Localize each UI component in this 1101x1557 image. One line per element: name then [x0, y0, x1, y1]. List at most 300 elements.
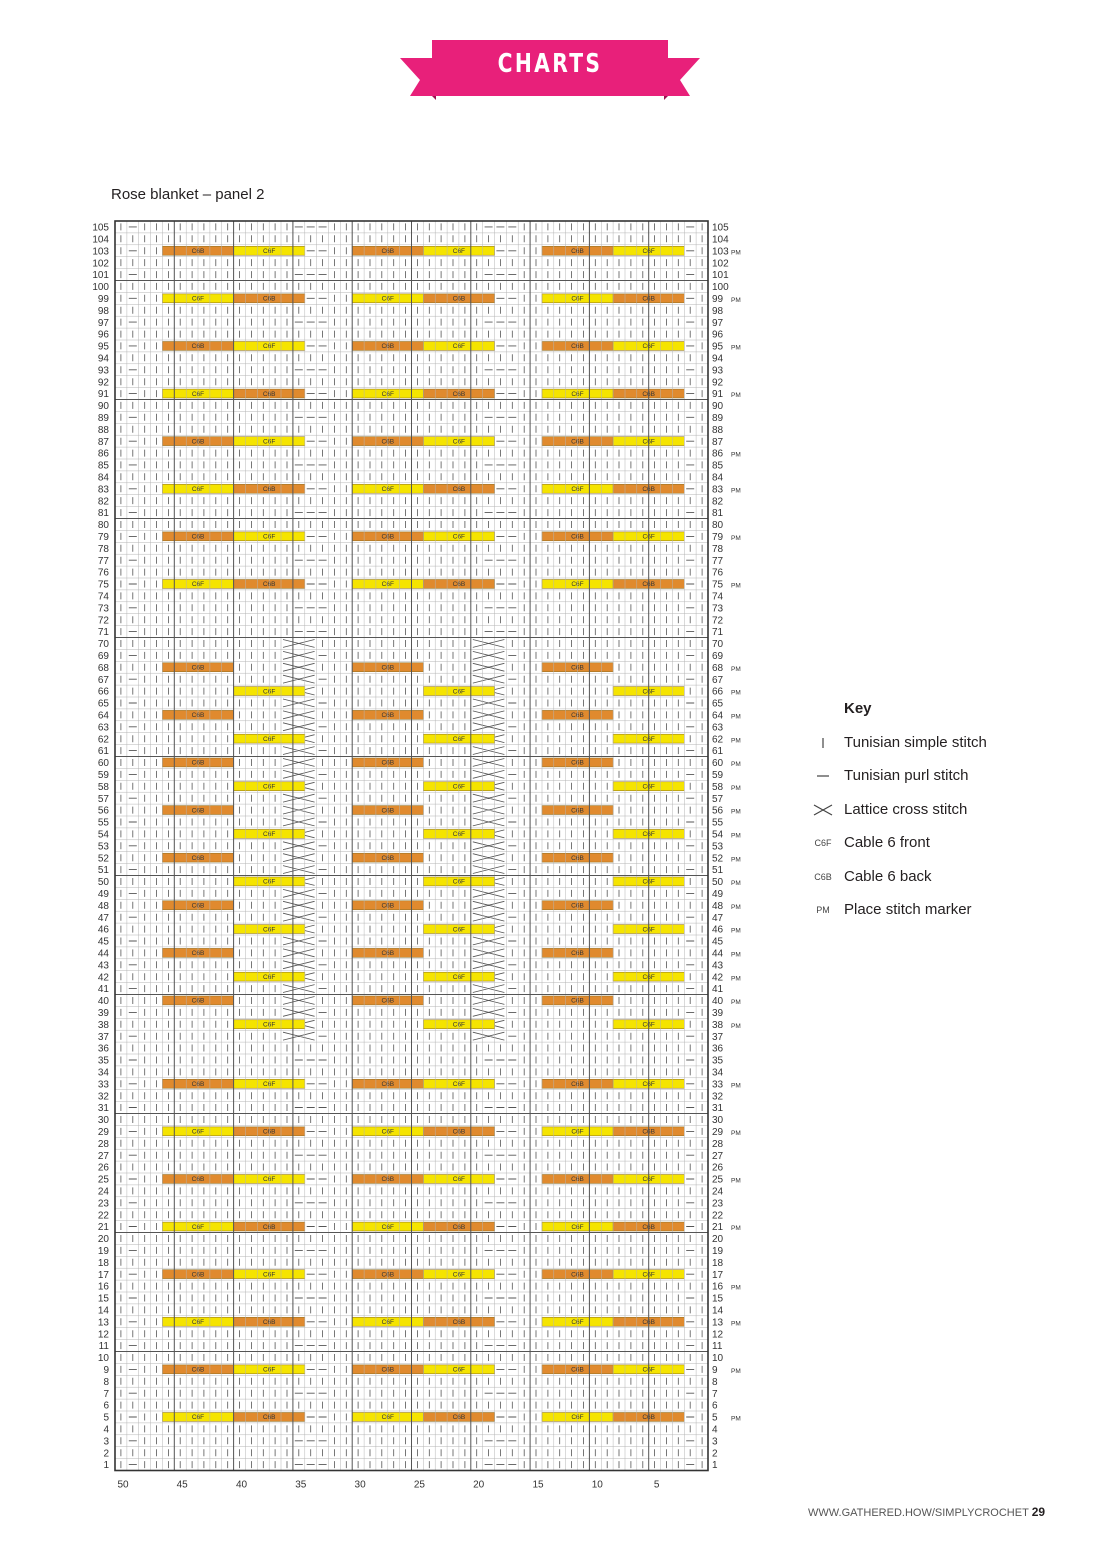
row-number-right: 95: [712, 341, 724, 353]
x-tick-label: 20: [473, 1479, 485, 1491]
cable-c6f-label: C6F: [642, 438, 655, 446]
row-number-right: 40: [712, 996, 724, 1008]
cable-c6b-label: C6B: [381, 902, 395, 910]
row-number-left: 35: [97, 1055, 109, 1067]
row-number-right: 74: [712, 591, 724, 603]
row-number-left: 33: [97, 1079, 109, 1091]
row-number-right: 79: [712, 532, 724, 543]
row-number-right: 75: [712, 579, 724, 591]
row-number-right: 45: [712, 936, 724, 948]
cable-c6f-label: C6F: [263, 248, 276, 255]
simple-stitch-icon: [812, 736, 834, 750]
row-number-right: 72: [712, 615, 724, 627]
cable-c6f-label: C6F: [191, 295, 205, 303]
cable-c6f-label: C6F: [452, 878, 466, 886]
x-tick-label: 10: [591, 1479, 603, 1491]
cable-c6f-label: C6F: [263, 926, 276, 934]
cable-c6b-label: C6B: [571, 533, 584, 541]
row-number-right: 21: [712, 1222, 724, 1234]
row-number-right: 81: [712, 508, 724, 520]
key-item: [806, 866, 1046, 888]
cable-c6f-label: C6F: [571, 1223, 584, 1231]
cable-c6b-label: C6B: [262, 581, 276, 589]
cable-c6f-label: C6F: [263, 343, 276, 351]
cable-c6b-label: C6B: [452, 1414, 466, 1422]
cable-c6b-label: C6B: [191, 664, 205, 672]
lattice-stitch-icon: [812, 803, 834, 817]
row-number-left: 92: [97, 377, 109, 389]
cable-c6b-label: C6B: [571, 343, 584, 351]
cable-c6b-label: C6B: [642, 1223, 656, 1231]
row-number-right: 43: [712, 960, 724, 972]
cable-c6f-label: C6F: [642, 533, 655, 541]
cable-c6f-label: C6F: [642, 1021, 655, 1029]
row-number-right: 70: [712, 639, 724, 651]
row-number-left: 50: [97, 877, 109, 889]
row-number-right: 104: [712, 234, 729, 246]
row-number-right: 24: [712, 1186, 724, 1198]
cable-c6f-label: C6F: [263, 1176, 276, 1184]
row-number-left: 11: [98, 1341, 109, 1353]
row-number-left: 71: [97, 627, 109, 639]
row-number-right: 18: [712, 1257, 724, 1269]
x-tick-label: 45: [176, 1479, 188, 1491]
cable-c6f-label: C6F: [452, 1176, 466, 1184]
row-number-right: 9: [712, 1365, 718, 1376]
cable-c6f-label: C6F: [191, 1414, 205, 1422]
key-item: [806, 832, 1046, 854]
row-number-right: 4: [712, 1424, 718, 1436]
cable-c6f-label: C6F: [263, 438, 276, 446]
pm-marker: PM: [731, 344, 741, 352]
row-number-right: 100: [712, 282, 729, 294]
row-number-right: 46: [712, 924, 724, 936]
row-number-left: 1: [103, 1460, 109, 1472]
row-number-left: 78: [97, 543, 109, 555]
row-number-right: 20: [712, 1234, 724, 1245]
row-number-right: 73: [712, 603, 724, 615]
cable-c6b-label: C6B: [642, 295, 656, 303]
cable-c6b-label: C6B: [191, 1176, 205, 1184]
pm-marker: PM: [731, 927, 741, 935]
row-number-left: 80: [97, 520, 109, 532]
cable-c6b-label: C6B: [191, 343, 205, 351]
pm-marker: PM: [731, 689, 741, 697]
row-number-left: 93: [97, 365, 109, 377]
row-number-left: 98: [97, 305, 109, 317]
cable-c6f-label: C6F: [452, 343, 466, 351]
row-number-left: 21: [97, 1222, 109, 1234]
pm-marker: PM: [731, 761, 741, 769]
row-number-left: 59: [97, 770, 109, 781]
row-number-right: 84: [712, 472, 724, 484]
row-number-left: 74: [97, 591, 109, 603]
cable-c6b-label: C6B: [191, 1081, 205, 1088]
row-number-left: 84: [97, 472, 109, 484]
pm-marker: PM: [731, 784, 741, 792]
row-number-left: 47: [97, 912, 109, 924]
row-number-left: 10: [97, 1353, 109, 1364]
row-number-left: 38: [97, 1019, 109, 1031]
row-number-right: 64: [712, 710, 724, 722]
row-number-right: 61: [712, 746, 724, 758]
row-number-left: 3: [103, 1436, 109, 1448]
row-number-left: 48: [97, 900, 109, 912]
row-number-left: 36: [97, 1043, 109, 1055]
cable-c6f-label: C6F: [642, 973, 655, 981]
row-number-right: 35: [712, 1055, 724, 1067]
row-number-right: 16: [712, 1281, 724, 1293]
row-number-left: 7: [103, 1388, 109, 1400]
x-tick-label: 25: [413, 1479, 425, 1491]
cable-c6f-label: C6F: [263, 735, 276, 743]
row-number-right: 8: [712, 1376, 718, 1388]
row-number-right: 87: [712, 436, 724, 448]
cable-c6b-label: C6B: [191, 712, 205, 720]
cable-c6b-label: C6B: [381, 664, 395, 672]
cable-c6f-label: C6F: [571, 1128, 584, 1136]
row-number-left: 56: [97, 805, 109, 817]
pm-marker: PM: [731, 1320, 741, 1328]
key-item: [806, 765, 1046, 787]
cable-c6b-label: C6B: [452, 1223, 466, 1231]
cable-c6f-label: C6F: [452, 1366, 466, 1374]
cable-c6b-label: C6B: [262, 1414, 276, 1422]
row-number-left: 31: [97, 1103, 109, 1115]
row-number-left: 53: [97, 841, 109, 853]
cable-c6b-label: C6B: [262, 1128, 276, 1136]
cable-c6b-label: C6B: [191, 438, 205, 446]
cable-c6f-label: C6F: [642, 878, 655, 886]
row-number-right: 52: [712, 853, 724, 865]
cable-c6f-label: C6F: [642, 688, 655, 696]
cable-c6b-label: C6B: [571, 438, 584, 446]
key-symbol-lattice: [806, 799, 840, 821]
row-number-left: 62: [97, 734, 109, 746]
cable-c6f-label: C6F: [452, 831, 466, 839]
cable-c6f-label: C6F: [263, 878, 276, 886]
row-number-right: 34: [712, 1067, 724, 1079]
cable-c6b-label: C6B: [642, 1414, 656, 1422]
row-number-left: 79: [97, 532, 109, 543]
row-number-right: 59: [712, 770, 724, 781]
cable-c6b-label: C6B: [642, 486, 656, 493]
row-number-right: 62: [712, 734, 724, 746]
cable-c6b-label: C6B: [452, 1319, 466, 1326]
cable-c6b-label: C6B: [381, 1366, 395, 1374]
cable-c6f-label: C6F: [191, 1128, 205, 1136]
row-number-left: 44: [97, 948, 109, 960]
cable-c6f-label: C6F: [452, 735, 466, 743]
row-number-right: 37: [712, 1031, 724, 1043]
cable-c6b-label: C6B: [571, 807, 584, 815]
x-tick-label: 35: [295, 1479, 307, 1491]
cable-c6b-label: C6B: [191, 759, 205, 767]
row-number-right: 83: [712, 484, 724, 496]
cable-c6f-label: C6F: [263, 533, 276, 541]
row-number-left: 28: [97, 1138, 109, 1150]
row-number-right: 102: [712, 258, 729, 270]
cable-c6b-label: C6B: [452, 390, 466, 398]
row-number-right: 14: [712, 1305, 724, 1317]
row-number-left: 95: [97, 341, 109, 353]
row-number-left: 70: [97, 639, 109, 651]
row-number-right: 51: [712, 865, 724, 877]
row-number-right: 58: [712, 781, 724, 793]
row-number-left: 42: [97, 972, 109, 984]
cable-c6b-label: C6B: [571, 950, 584, 958]
cable-c6b-label: C6B: [381, 248, 395, 255]
row-number-left: 73: [97, 603, 109, 615]
cable-c6b-label: C6B: [452, 295, 466, 303]
row-number-left: 43: [97, 960, 109, 972]
cable-c6f-label: C6F: [642, 1366, 655, 1374]
row-number-right: 93: [712, 365, 724, 377]
row-number-right: 6: [712, 1400, 718, 1412]
row-number-left: 30: [97, 1115, 109, 1126]
row-number-right: 89: [712, 412, 724, 424]
cable-c6f-label: C6F: [381, 1319, 394, 1326]
pm-marker: PM: [731, 487, 741, 495]
row-number-right: 26: [712, 1162, 724, 1174]
row-number-right: 32: [712, 1091, 724, 1103]
cable-c6b-label: C6B: [571, 854, 584, 862]
row-number-right: 78: [712, 543, 724, 555]
cable-c6b-label: C6B: [381, 807, 395, 815]
row-number-right: 3: [712, 1436, 718, 1448]
banner-title: CHARTS: [497, 49, 603, 79]
cable-c6b-label: C6B: [381, 854, 395, 862]
cable-c6f-label: C6F: [571, 581, 584, 589]
row-number-left: 104: [92, 234, 109, 246]
row-number-left: 41: [97, 984, 109, 996]
row-number-right: 77: [712, 555, 724, 567]
row-number-right: 49: [712, 889, 724, 900]
row-number-right: 91: [712, 389, 724, 401]
row-number-left: 81: [97, 508, 109, 520]
row-number-left: 96: [97, 329, 109, 341]
cable-c6f-label: C6F: [571, 295, 584, 303]
row-number-right: 85: [712, 460, 724, 472]
row-number-left: 87: [97, 436, 109, 448]
cable-c6f-label: C6F: [191, 390, 205, 398]
cable-c6f-label: C6F: [263, 1021, 276, 1029]
cable-c6f-label: C6F: [381, 390, 394, 398]
cable-c6f-label: C6F: [642, 1271, 655, 1279]
cable-c6f-label: C6F: [452, 438, 466, 446]
key-symbol-purl: [806, 765, 840, 787]
pm-marker: PM: [731, 903, 741, 911]
cable-c6b-label: C6B: [191, 902, 205, 910]
cable-c6b-label: C6B: [262, 1223, 276, 1231]
chart-title: Rose blanket – panel 2: [111, 186, 265, 203]
cable-c6b-label: C6B: [571, 1271, 584, 1279]
pm-marker: PM: [731, 451, 741, 459]
row-number-left: 4: [103, 1424, 109, 1436]
row-number-right: 33: [712, 1079, 724, 1091]
x-tick-label: 15: [532, 1479, 544, 1491]
pm-marker: PM: [731, 832, 741, 840]
cable-c6f-label: C6F: [191, 581, 205, 589]
row-number-right: 71: [712, 627, 724, 639]
cable-c6b-label: C6B: [381, 1176, 395, 1184]
cable-c6f-label: C6F: [452, 973, 466, 981]
cable-c6b-label: C6B: [381, 343, 395, 351]
cable-c6b-label: C6B: [191, 1366, 205, 1374]
row-number-left: 23: [97, 1198, 109, 1210]
row-number-left: 9: [103, 1365, 109, 1376]
key-label: Cable 6 back: [844, 867, 932, 885]
row-number-right: 54: [712, 829, 724, 841]
row-number-left: 26: [97, 1162, 109, 1174]
cable-c6f-label: C6F: [263, 783, 276, 791]
key-item: [806, 899, 1046, 921]
row-number-right: 97: [712, 317, 724, 329]
pm-marker: PM: [731, 880, 741, 888]
cable-c6f-label: C6F: [452, 783, 466, 791]
cable-c6f-label: C6F: [642, 831, 655, 839]
cable-c6f-label: C6F: [571, 390, 584, 398]
page-number: 29: [1031, 1505, 1046, 1519]
cable-c6f-label: C6F: [452, 1271, 466, 1279]
cable-c6b-label: C6B: [191, 807, 205, 815]
row-number-left: 27: [97, 1150, 109, 1162]
row-number-left: 15: [97, 1293, 109, 1305]
row-number-right: 15: [712, 1293, 724, 1305]
row-number-right: 1: [712, 1460, 718, 1472]
row-number-left: 102: [92, 258, 109, 270]
row-number-left: 76: [97, 567, 109, 579]
row-number-right: 44: [712, 948, 724, 960]
pm-marker: PM: [731, 737, 741, 745]
row-number-right: 53: [712, 841, 724, 853]
cable-c6b-label: C6B: [642, 390, 656, 398]
row-number-right: 88: [712, 424, 724, 436]
row-number-right: 56: [712, 805, 724, 817]
row-number-left: 69: [97, 651, 109, 662]
row-number-left: 2: [103, 1448, 109, 1460]
row-number-left: 101: [92, 270, 109, 282]
row-number-right: 29: [712, 1127, 724, 1138]
row-number-right: 36: [712, 1043, 724, 1055]
row-number-left: 45: [97, 936, 109, 948]
row-number-left: 18: [97, 1257, 109, 1269]
purl-stitch-icon: [812, 769, 834, 783]
row-number-left: 65: [97, 698, 109, 710]
cable-c6b-label: C6B: [262, 486, 276, 493]
row-number-left: 97: [97, 317, 109, 329]
cable-c6b-label: C6B: [571, 759, 584, 767]
cable-c6f-label: C6F: [381, 1414, 394, 1422]
cable-c6f-label: C6F: [452, 1021, 466, 1029]
row-number-right: 38: [712, 1019, 724, 1031]
row-number-right: 86: [712, 448, 724, 460]
row-number-right: 63: [712, 722, 724, 734]
row-number-right: 48: [712, 900, 724, 912]
row-number-right: 7: [712, 1388, 718, 1400]
row-number-left: 25: [97, 1174, 109, 1186]
cable-c6b-label: C6B: [571, 1081, 584, 1088]
row-number-left: 60: [97, 758, 109, 770]
pm-marker: PM: [731, 713, 741, 721]
row-number-right: 19: [712, 1246, 724, 1257]
row-number-right: 65: [712, 698, 724, 710]
row-number-right: 11: [712, 1341, 723, 1353]
cable-c6b-label: C6B: [571, 712, 584, 720]
footer-url: WWW.GATHERED.HOW/SIMPLYCROCHET: [808, 1507, 1029, 1519]
cable-c6f-label: C6F: [642, 1176, 655, 1184]
key-symbol-text: C6F: [814, 838, 832, 849]
cable-c6b-label: C6B: [571, 1176, 584, 1184]
cable-c6b-label: C6B: [381, 533, 395, 541]
cable-c6b-label: C6B: [191, 248, 205, 255]
row-number-right: 60: [712, 758, 724, 770]
row-number-right: 27: [712, 1150, 724, 1162]
row-number-left: 20: [97, 1234, 109, 1245]
cable-c6f-label: C6F: [381, 1223, 394, 1231]
pm-marker: PM: [731, 1284, 741, 1292]
cable-c6b-label: C6B: [262, 390, 276, 398]
cable-c6b-label: C6B: [642, 1319, 656, 1326]
cable-c6f-label: C6F: [571, 1414, 584, 1422]
cable-c6b-label: C6B: [571, 997, 584, 1005]
row-number-left: 105: [92, 222, 109, 234]
row-number-right: 99: [712, 293, 724, 305]
row-number-left: 22: [97, 1210, 109, 1222]
row-number-left: 39: [97, 1008, 109, 1019]
cable-c6b-label: C6B: [381, 997, 395, 1005]
key-label: Lattice cross stitch: [844, 800, 968, 818]
pm-marker: PM: [731, 1130, 741, 1137]
row-number-left: 54: [97, 829, 109, 841]
cable-c6f-label: C6F: [191, 486, 205, 493]
pm-marker: PM: [731, 975, 741, 983]
row-number-right: 23: [712, 1198, 724, 1210]
key-label: Place stitch marker: [844, 901, 972, 918]
pm-marker: PM: [731, 999, 741, 1007]
row-number-left: 90: [97, 401, 109, 413]
cable-c6f-label: C6F: [381, 486, 394, 493]
row-number-right: 96: [712, 329, 724, 341]
pm-marker: PM: [731, 856, 741, 864]
pm-marker: PM: [731, 249, 741, 257]
pm-marker: PM: [731, 1082, 741, 1090]
cable-c6f-label: C6F: [642, 783, 655, 791]
cable-c6b-label: C6B: [262, 1319, 276, 1326]
cable-c6b-label: C6B: [191, 950, 205, 958]
row-number-right: 80: [712, 520, 724, 532]
row-number-right: 103: [712, 246, 729, 258]
row-number-left: 19: [97, 1246, 109, 1257]
pm-marker: PM: [731, 951, 741, 959]
pm-marker: PM: [731, 808, 741, 816]
cable-c6f-label: C6F: [191, 1319, 205, 1326]
row-number-left: 29: [97, 1127, 109, 1138]
row-number-left: 85: [97, 460, 109, 472]
pm-marker: PM: [731, 535, 741, 542]
row-number-right: 12: [712, 1329, 724, 1341]
cable-c6b-label: C6B: [571, 664, 584, 672]
cable-c6b-label: C6B: [571, 248, 584, 255]
cable-c6b-label: C6B: [381, 950, 395, 958]
cable-c6f-label: C6F: [263, 1081, 276, 1088]
row-number-right: 98: [712, 305, 724, 317]
cable-c6f-label: C6F: [642, 926, 655, 934]
row-number-left: 49: [97, 889, 109, 900]
row-number-left: 16: [97, 1281, 109, 1293]
cable-c6f-label: C6F: [452, 533, 466, 541]
row-number-right: 105: [712, 222, 729, 234]
